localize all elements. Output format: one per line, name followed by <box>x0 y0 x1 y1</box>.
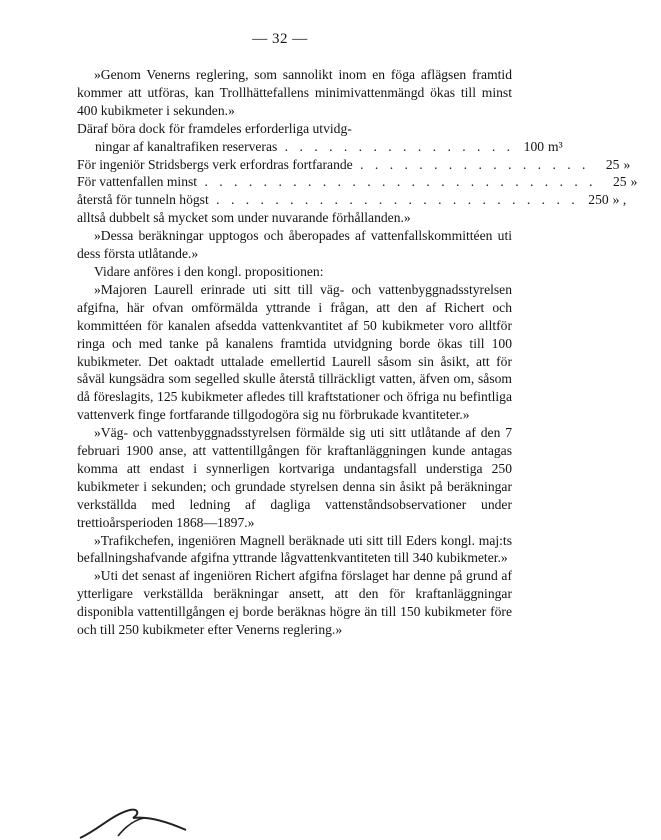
table-row-unit: m³ <box>548 138 563 154</box>
page-number: — 32 — <box>252 31 308 47</box>
leader-dots: . . . . . . . . . . . . . . . . <box>352 156 590 172</box>
paragraph-intro-table: Däraf böra dock för framdeles erforderliga utvidg- <box>77 120 352 136</box>
paragraph-quote-reglering: »Genom Venerns reglering, som sannolikt inom en föga aflägsen framtid kommer att utföras, kan Trollhättefallens minimivattenmängd ökas till minst 400 kubikmeter i sekunden.» <box>77 67 512 118</box>
leader-dots: . . . . . . . . . . . . . . . . . . . . . . . . . . . <box>197 174 597 190</box>
table-row-value: 100 <box>523 138 545 154</box>
leader-dots: . . . . . . . . . . . . . . . . <box>277 138 515 154</box>
table-row-label: För ingeniör Stridsbergs verk erfordras fortfarande <box>77 156 353 172</box>
body-text <box>77 66 638 639</box>
table-row-unit: » <box>630 174 638 190</box>
paragraph-richert: »Uti det senast af ingeniören Richert afgifna förslaget har denne på grund af ytterligare verkställda beräkningar ansett, att den för kraftanläggningar disponibla vattentillgången ej borde beräknas högre än till 150 kubikmeter före och till 250 kubikmeter efter Venerns reglering.» <box>77 568 512 638</box>
table-row <box>77 138 563 156</box>
paragraph-conclusion: alltså dubbelt så mycket som under nuvarande förhållanden.» <box>77 210 411 226</box>
table-row-label: För vattenfallen minst <box>77 174 198 190</box>
paragraph-proposition: Vidare anföres i den kongl. propositionen: <box>94 263 324 279</box>
table-row-unit: » <box>623 156 631 172</box>
paragraph-kommitte: »Dessa beräkningar upptogos och åberopades af vattenfallskommittéen uti dess första utlåtande.» <box>77 228 512 262</box>
table-row <box>77 173 638 191</box>
table-row <box>77 156 631 174</box>
paragraph-laurell: »Majoren Laurell erinrade uti sitt till väg- och vattenbyggnadsstyrelsen afgifna, här ofvan omförmälda yttrande i frågan, att den af Richert och kommittéen för kanalen afsedda vattenkvantitet af 50 kubikmeter voro alltför ringa och med tanke på kanalens framtida utvidgning borde ökas till 100 kubikmeter. Det oaktadt uttalade emellertid Laurell såsom sin åsikt, att för såväl kungsädra som segelled skulle återstå tillräckligt vatten, äfven om, såsom då föreslagits, 125 kubikmeter afledes till kraftstationer och öfriga nu befintliga vattenverk finge fortfarande tillgodogöra sig nu förbrukade kvantiteter.» <box>77 281 512 423</box>
table-row-unit: » , <box>612 192 627 208</box>
paragraph-styrelsen: »Väg- och vattenbyggnadsstyrelsen förmälde sig uti sitt utlåtande af den 7 februari 1900 anse, att vattentillgången för kraftanläggningen kunde antagas komma att endast i synnerligen kortvariga undantagsfall understiga 250 kubikmeter i sekunden; och grundade styrelsen denna sin åsikt på beräkningar verkställda med ledning af dagliga vattenståndsobservationer under trettioårsperioden 1868—1897.» <box>77 425 512 530</box>
leader-dots: . . . . . . . . . . . . . . . . . . . . . . . . . <box>208 192 579 208</box>
page-flourish <box>78 800 188 840</box>
table-row <box>77 191 627 209</box>
table-row-value: 25 <box>605 156 620 172</box>
paragraph-magnell: »Trafikchefen, ingeniören Magnell beräknade uti sitt till Eders kongl. maj:ts befallningshafvande afgifna yttrande lågvattenkvantiteten till 340 kubikmeter.» <box>77 532 512 566</box>
table-row-label: återstå för tunneln högst <box>77 192 209 208</box>
table-row-value: 25 <box>612 174 627 190</box>
table-row-value: 250 <box>588 192 609 208</box>
table-row-label: ningar af kanaltrafiken reserveras <box>95 138 278 154</box>
